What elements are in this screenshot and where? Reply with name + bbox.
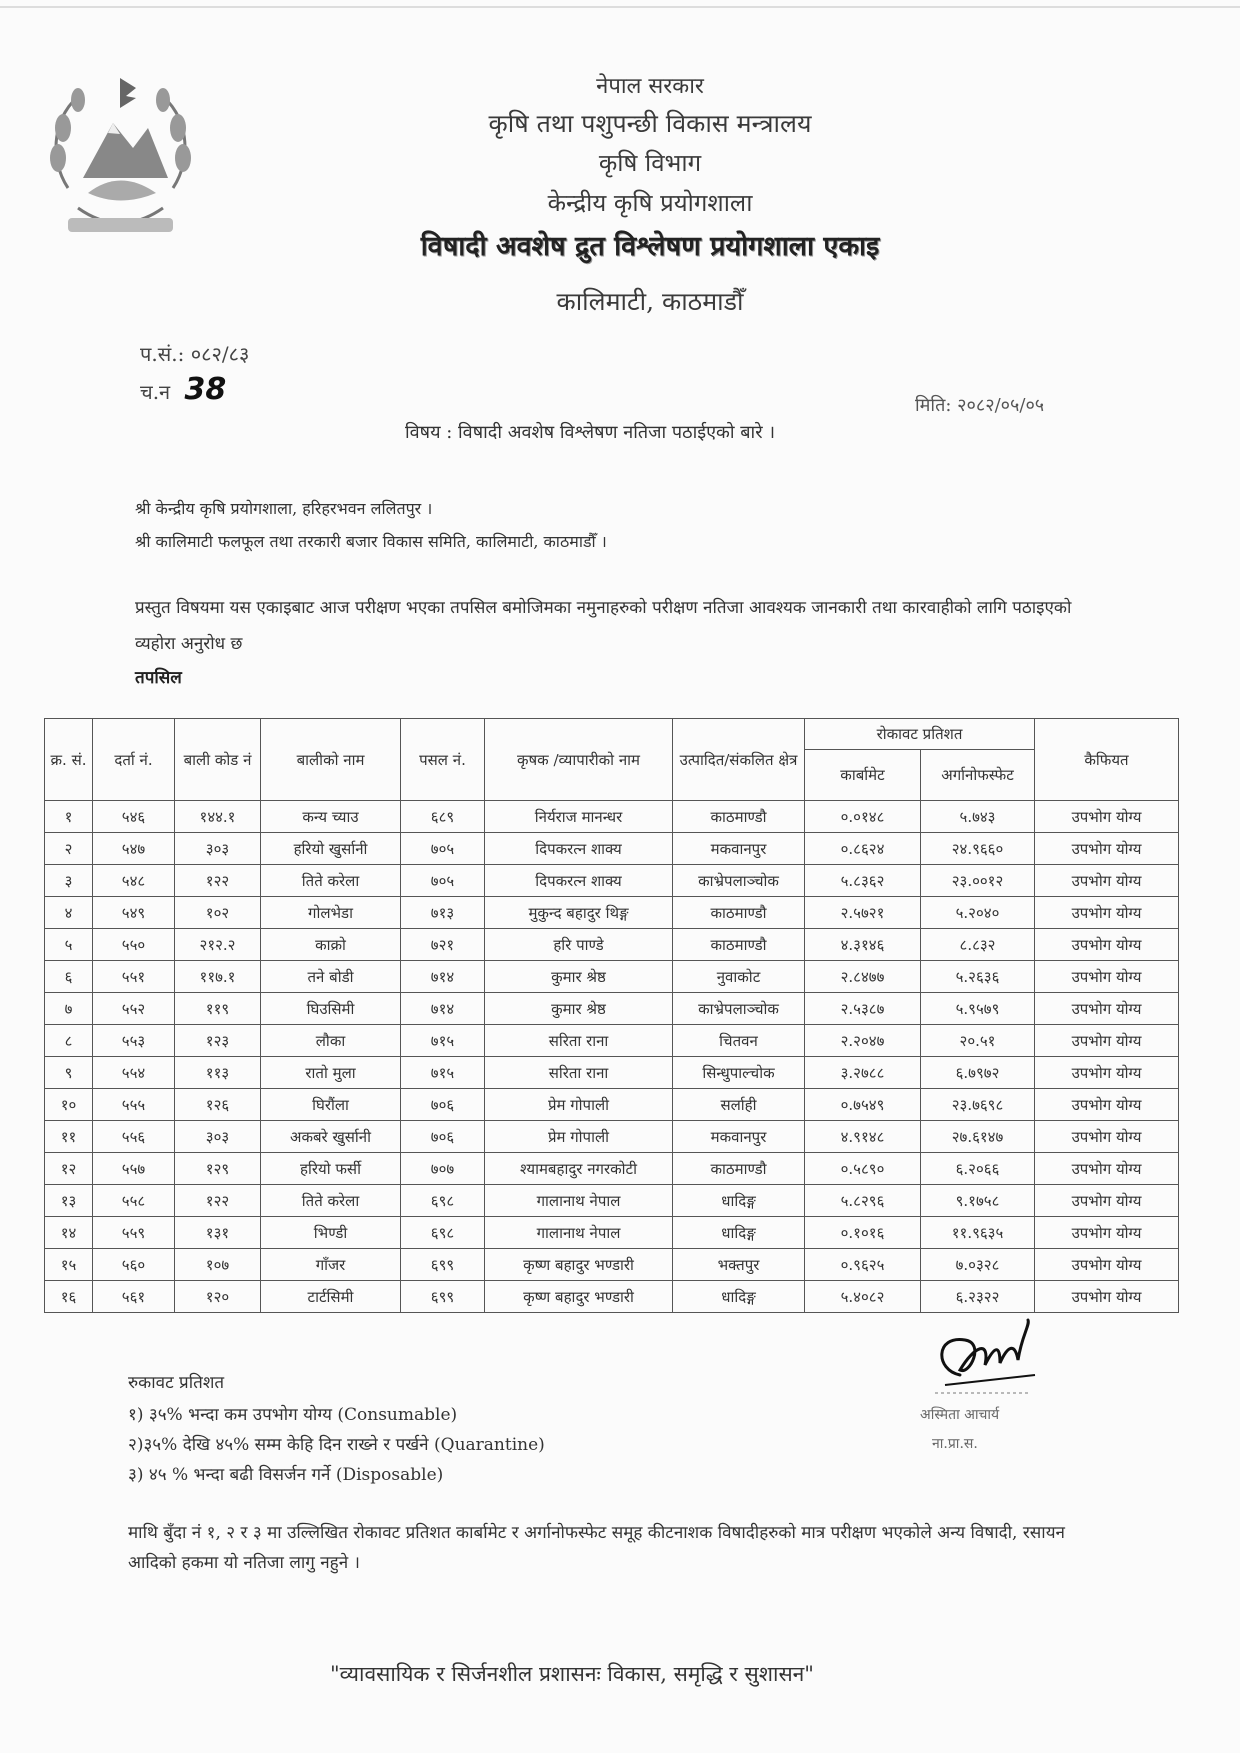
cell-crop-name: रातो मुला bbox=[261, 1057, 401, 1089]
cell-sn: ८ bbox=[45, 1025, 93, 1057]
cell-crop-name: टार्टसिमी bbox=[261, 1281, 401, 1313]
cell-carbamate: ५.८२९६ bbox=[805, 1185, 921, 1217]
cell-registration-no: ५६० bbox=[93, 1249, 175, 1281]
cell-farmer-name: निर्यराज मानन्धर bbox=[485, 801, 673, 833]
cell-carbamate: २.५७२१ bbox=[805, 897, 921, 929]
cell-crop-name: गाँजर bbox=[261, 1249, 401, 1281]
date-value: २०८२/०५/०५ bbox=[957, 395, 1045, 416]
cell-registration-no: ५५६ bbox=[93, 1121, 175, 1153]
header-lab: केन्द्रीय कृषि प्रयोगशाला bbox=[547, 189, 753, 217]
top-edge bbox=[0, 6, 1240, 8]
cell-shop-no: ७०६ bbox=[401, 1089, 485, 1121]
cell-sn: १ bbox=[45, 801, 93, 833]
cell-crop-name: तने बोडी bbox=[261, 961, 401, 993]
table-row bbox=[45, 1121, 1179, 1153]
subject-line: विषय : विषादी अवशेष विश्लेषण नतिजा पठाईएको बारे । bbox=[405, 422, 776, 443]
cell-crop-name: तिते करेला bbox=[261, 865, 401, 897]
cell-remarks: उपभोग योग्य bbox=[1035, 897, 1179, 929]
cell-crop-code: १२९ bbox=[175, 1153, 261, 1185]
cell-farmer-name: कृष्ण बहादुर भण्डारी bbox=[485, 1249, 673, 1281]
table-row bbox=[45, 801, 1179, 833]
signature bbox=[930, 1315, 1040, 1400]
cell-farmer-name: दिपकरत्न शाक्य bbox=[485, 833, 673, 865]
cell-remarks: उपभोग योग्य bbox=[1035, 1217, 1179, 1249]
cell-farmer-name: हरि पाण्डे bbox=[485, 929, 673, 961]
table-row bbox=[45, 1249, 1179, 1281]
cell-crop-code: १४४.१ bbox=[175, 801, 261, 833]
results-table-body bbox=[45, 801, 1179, 1313]
cell-organophosphate: २०.५१ bbox=[921, 1025, 1035, 1057]
cell-organophosphate: ५.९५७९ bbox=[921, 993, 1035, 1025]
legend-title: रुकावट प्रतिशत bbox=[128, 1373, 225, 1393]
cell-origin: मकवानपुर bbox=[673, 833, 805, 865]
cell-shop-no: ७१३ bbox=[401, 897, 485, 929]
cell-registration-no: ५५९ bbox=[93, 1217, 175, 1249]
table-row bbox=[45, 865, 1179, 897]
table-row bbox=[45, 1057, 1179, 1089]
cell-carbamate: ४.९१४८ bbox=[805, 1121, 921, 1153]
cell-shop-no: ६९९ bbox=[401, 1249, 485, 1281]
cell-farmer-name: कुमार श्रेष्ठ bbox=[485, 993, 673, 1025]
cell-crop-name: गोलभेडा bbox=[261, 897, 401, 929]
table-row bbox=[45, 929, 1179, 961]
cell-registration-no: ५५३ bbox=[93, 1025, 175, 1057]
footer-motto: "व्यावसायिक र सिर्जनशील प्रशासनः विकास, समृद्धि र सुशासन" bbox=[330, 1662, 814, 1686]
cell-remarks: उपभोग योग्य bbox=[1035, 1057, 1179, 1089]
cell-origin: सर्लाही bbox=[673, 1089, 805, 1121]
cell-farmer-name: कुमार श्रेष्ठ bbox=[485, 961, 673, 993]
table-row bbox=[45, 1217, 1179, 1249]
dispatch-number bbox=[140, 372, 226, 407]
reference-number bbox=[140, 340, 249, 367]
cell-crop-code: १२६ bbox=[175, 1089, 261, 1121]
cell-origin: काठमाण्डौ bbox=[673, 929, 805, 961]
table-row bbox=[45, 1281, 1179, 1313]
cell-crop-code: ३०३ bbox=[175, 833, 261, 865]
cell-farmer-name: गालानाथ नेपाल bbox=[485, 1185, 673, 1217]
cell-farmer-name: प्रेम गोपाली bbox=[485, 1089, 673, 1121]
cell-registration-no: ५५४ bbox=[93, 1057, 175, 1089]
details-heading: तपसिल bbox=[135, 668, 182, 688]
cell-origin: काभ्रेपलाञ्चोक bbox=[673, 865, 805, 897]
cell-shop-no: ६९८ bbox=[401, 1185, 485, 1217]
body-paragraph: प्रस्तुत विषयमा यस एकाइबाट आज परीक्षण भएका तपसिल बमोजिमका नमुनाहरुको परीक्षण नतिजा आवश्यक जानकारी तथा कारवाहीको लागि पठाइएको व्यहोरा अनुरोध छ bbox=[135, 598, 1072, 654]
cell-organophosphate: २३.००१२ bbox=[921, 865, 1035, 897]
cell-crop-name: काक्रो bbox=[261, 929, 401, 961]
cell-shop-no: ७१५ bbox=[401, 1025, 485, 1057]
cell-organophosphate: ५.७४३ bbox=[921, 801, 1035, 833]
table-row bbox=[45, 1089, 1179, 1121]
cell-organophosphate: २४.९६६० bbox=[921, 833, 1035, 865]
cell-farmer-name: दिपकरत्न शाक्य bbox=[485, 865, 673, 897]
header-sn: क्र. सं. bbox=[45, 719, 93, 801]
cell-sn: ११ bbox=[45, 1121, 93, 1153]
cell-shop-no: ७१४ bbox=[401, 961, 485, 993]
cell-sn: ७ bbox=[45, 993, 93, 1025]
cell-registration-no: ५५१ bbox=[93, 961, 175, 993]
cell-farmer-name: मुकुन्द बहादुर थिङ्ग bbox=[485, 897, 673, 929]
note-paragraph: माथि बुँदा नं १, २ र ३ मा उल्लिखित रोकावट प्रतिशत कार्बामेट र अर्गानोफस्फेट समूह कीटनाशक विषादीहरुको मात्र परीक्षण भएकोले अन्य विषादी, रसायन आदिको हकमा यो नतिजा लागु नहुने । bbox=[128, 1523, 1065, 1573]
cell-sn: ६ bbox=[45, 961, 93, 993]
cell-crop-code: १०७ bbox=[175, 1249, 261, 1281]
header-crop-name: बालीको नाम bbox=[261, 719, 401, 801]
nepal-emblem-icon bbox=[38, 68, 203, 248]
cell-remarks: उपभोग योग्य bbox=[1035, 961, 1179, 993]
header-carbamate: कार्बामेट bbox=[805, 750, 921, 801]
cell-registration-no: ५४७ bbox=[93, 833, 175, 865]
header-origin: उत्पादित/संकलित क्षेत्र bbox=[673, 719, 805, 801]
cell-crop-name: घिउसिमी bbox=[261, 993, 401, 1025]
cell-origin: धादिङ्ग bbox=[673, 1281, 805, 1313]
cell-sn: १४ bbox=[45, 1217, 93, 1249]
cell-shop-no: ७०५ bbox=[401, 865, 485, 897]
letter-date bbox=[915, 393, 1044, 417]
cell-remarks: उपभोग योग्य bbox=[1035, 1249, 1179, 1281]
table-row bbox=[45, 1153, 1179, 1185]
cell-crop-code: ११३ bbox=[175, 1057, 261, 1089]
cell-remarks: उपभोग योग्य bbox=[1035, 1281, 1179, 1313]
cell-sn: १३ bbox=[45, 1185, 93, 1217]
cell-origin: काभ्रेपलाञ्चोक bbox=[673, 993, 805, 1025]
table-row bbox=[45, 993, 1179, 1025]
header-government: नेपाल सरकार bbox=[596, 74, 704, 99]
header-department: कृषि विभाग bbox=[598, 149, 702, 177]
cell-carbamate: ०.७५४९ bbox=[805, 1089, 921, 1121]
cell-remarks: उपभोग योग्य bbox=[1035, 1185, 1179, 1217]
cell-origin: काठमाण्डौ bbox=[673, 897, 805, 929]
header-registration: दर्ता नं. bbox=[93, 719, 175, 801]
cell-carbamate: २.५३८७ bbox=[805, 993, 921, 1025]
cell-crop-name: कन्य च्याउ bbox=[261, 801, 401, 833]
cell-origin: काठमाण्डौ bbox=[673, 1153, 805, 1185]
cell-shop-no: ७०७ bbox=[401, 1153, 485, 1185]
cell-registration-no: ५४८ bbox=[93, 865, 175, 897]
cell-crop-name: घिरौंला bbox=[261, 1089, 401, 1121]
cell-registration-no: ५५५ bbox=[93, 1089, 175, 1121]
cell-organophosphate: २७.६१४७ bbox=[921, 1121, 1035, 1153]
header-remarks: कैफियत bbox=[1035, 719, 1179, 801]
cell-remarks: उपभोग योग्य bbox=[1035, 833, 1179, 865]
signer-name: अस्मिता आचार्य bbox=[920, 1407, 1000, 1423]
cell-shop-no: ७०५ bbox=[401, 833, 485, 865]
cell-shop-no: ६८९ bbox=[401, 801, 485, 833]
legend-item-consumable: १) ३५% भन्दा कम उपभोग योग्य (Consumable) bbox=[128, 1405, 458, 1425]
cell-carbamate: ०.९६२५ bbox=[805, 1249, 921, 1281]
header-organophosphate: अर्गानोफस्फेट bbox=[921, 750, 1035, 801]
cell-registration-no: ५५० bbox=[93, 929, 175, 961]
cell-organophosphate: ७.०३२८ bbox=[921, 1249, 1035, 1281]
legend-item-quarantine: २)३५% देखि ४५% सम्म केहि दिन राख्ने र पर्खने (Quarantine) bbox=[128, 1435, 545, 1455]
cell-remarks: उपभोग योग्य bbox=[1035, 1121, 1179, 1153]
cell-carbamate: २.२०४७ bbox=[805, 1025, 921, 1057]
cell-shop-no: ७०६ bbox=[401, 1121, 485, 1153]
cell-registration-no: ५५८ bbox=[93, 1185, 175, 1217]
cell-registration-no: ५५७ bbox=[93, 1153, 175, 1185]
cell-carbamate: ५.४०८२ bbox=[805, 1281, 921, 1313]
cell-shop-no: ७१५ bbox=[401, 1057, 485, 1089]
cell-carbamate: ०.०१४८ bbox=[805, 801, 921, 833]
cell-carbamate: ०.५८९० bbox=[805, 1153, 921, 1185]
cell-shop-no: ६९९ bbox=[401, 1281, 485, 1313]
cell-organophosphate: ५.२०४० bbox=[921, 897, 1035, 929]
cell-origin: भक्तपुर bbox=[673, 1249, 805, 1281]
cell-crop-code: १२२ bbox=[175, 865, 261, 897]
cell-registration-no: ५४६ bbox=[93, 801, 175, 833]
cell-crop-name: भिण्डी bbox=[261, 1217, 401, 1249]
cell-remarks: उपभोग योग्य bbox=[1035, 993, 1179, 1025]
header-shop-no: पसल नं. bbox=[401, 719, 485, 801]
cell-origin: मकवानपुर bbox=[673, 1121, 805, 1153]
cell-shop-no: ७१४ bbox=[401, 993, 485, 1025]
cell-crop-code: ११९ bbox=[175, 993, 261, 1025]
cell-sn: १२ bbox=[45, 1153, 93, 1185]
cell-organophosphate: ९.१७५८ bbox=[921, 1185, 1035, 1217]
cell-sn: ५ bbox=[45, 929, 93, 961]
cell-crop-name: लौका bbox=[261, 1025, 401, 1057]
cell-origin: चितवन bbox=[673, 1025, 805, 1057]
addressee-2: श्री कालिमाटी फलफूल तथा तरकारी बजार विकास समिति, कालिमाटी, काठमाडौँ । bbox=[135, 532, 607, 551]
chn-label: च.न bbox=[140, 380, 171, 404]
cell-organophosphate: २३.७६९८ bbox=[921, 1089, 1035, 1121]
cell-shop-no: ७२१ bbox=[401, 929, 485, 961]
cell-organophosphate: ५.२६३६ bbox=[921, 961, 1035, 993]
table-row bbox=[45, 1185, 1179, 1217]
cell-remarks: उपभोग योग्य bbox=[1035, 929, 1179, 961]
cell-farmer-name: सरिता राना bbox=[485, 1057, 673, 1089]
legend-item-disposable: ३) ४५ % भन्दा बढी विसर्जन गर्ने (Disposable) bbox=[128, 1465, 444, 1485]
header-location: कालिमाटी, काठमाडौँ bbox=[556, 287, 744, 316]
cell-carbamate: ५.८३६२ bbox=[805, 865, 921, 897]
addressee-1: श्री केन्द्रीय कृषि प्रयोगशाला, हरिहरभवन ललितपुर । bbox=[135, 499, 433, 518]
cell-carbamate: ३.२७८८ bbox=[805, 1057, 921, 1089]
header-inhibition: रोकावट प्रतिशत bbox=[805, 719, 1035, 750]
header-ministry: कृषि तथा पशुपन्छी विकास मन्त्रालय bbox=[488, 109, 812, 138]
cell-origin: धादिङ्ग bbox=[673, 1185, 805, 1217]
chn-value: 38 bbox=[184, 372, 227, 407]
cell-crop-code: ३०३ bbox=[175, 1121, 261, 1153]
cell-crop-code: १२२ bbox=[175, 1185, 261, 1217]
cell-remarks: उपभोग योग्य bbox=[1035, 1025, 1179, 1057]
cell-crop-name: हरियो फर्सी bbox=[261, 1153, 401, 1185]
cell-farmer-name: गालानाथ नेपाल bbox=[485, 1217, 673, 1249]
cell-farmer-name: श्यामबहादुर नगरकोटी bbox=[485, 1153, 673, 1185]
cell-sn: १५ bbox=[45, 1249, 93, 1281]
cell-registration-no: ५५२ bbox=[93, 993, 175, 1025]
cell-crop-code: १२० bbox=[175, 1281, 261, 1313]
cell-registration-no: ५४९ bbox=[93, 897, 175, 929]
cell-origin: धादिङ्ग bbox=[673, 1217, 805, 1249]
cell-shop-no: ६९८ bbox=[401, 1217, 485, 1249]
cell-farmer-name: सरिता राना bbox=[485, 1025, 673, 1057]
cell-crop-name: तिते करेला bbox=[261, 1185, 401, 1217]
header-unit: विषादी अवशेष द्रुत विश्लेषण प्रयोगशाला एकाइ bbox=[420, 231, 880, 262]
results-table bbox=[44, 718, 1179, 1313]
cell-organophosphate: ६.२३२२ bbox=[921, 1281, 1035, 1313]
cell-organophosphate: ११.९६३५ bbox=[921, 1217, 1035, 1249]
cell-farmer-name: कृष्ण बहादुर भण्डारी bbox=[485, 1281, 673, 1313]
cell-origin: सिन्धुपाल्चोक bbox=[673, 1057, 805, 1089]
cell-organophosphate: ६.७९७२ bbox=[921, 1057, 1035, 1089]
table-row bbox=[45, 897, 1179, 929]
cell-farmer-name: प्रेम गोपाली bbox=[485, 1121, 673, 1153]
cell-crop-code: १०२ bbox=[175, 897, 261, 929]
header-crop-code: बाली कोड नं bbox=[175, 719, 261, 801]
cell-origin: नुवाकोट bbox=[673, 961, 805, 993]
cell-remarks: उपभोग योग्य bbox=[1035, 1153, 1179, 1185]
ps-label: प.सं.: bbox=[140, 342, 185, 366]
cell-remarks: उपभोग योग्य bbox=[1035, 1089, 1179, 1121]
cell-sn: ९ bbox=[45, 1057, 93, 1089]
cell-carbamate: ४.३१४६ bbox=[805, 929, 921, 961]
table-row bbox=[45, 833, 1179, 865]
signer-title: ना.प्रा.स. bbox=[932, 1436, 978, 1452]
cell-crop-name: हरियो खुर्सानी bbox=[261, 833, 401, 865]
cell-remarks: उपभोग योग्य bbox=[1035, 801, 1179, 833]
cell-sn: १० bbox=[45, 1089, 93, 1121]
cell-sn: ३ bbox=[45, 865, 93, 897]
cell-crop-code: ११७.१ bbox=[175, 961, 261, 993]
cell-sn: २ bbox=[45, 833, 93, 865]
table-row bbox=[45, 961, 1179, 993]
cell-carbamate: ०.१०१६ bbox=[805, 1217, 921, 1249]
header-farmer: कृषक /व्यापारीको नाम bbox=[485, 719, 673, 801]
cell-registration-no: ५६१ bbox=[93, 1281, 175, 1313]
cell-sn: ४ bbox=[45, 897, 93, 929]
ps-value: ०८२/८३ bbox=[190, 342, 250, 366]
cell-origin: काठमाण्डौ bbox=[673, 801, 805, 833]
cell-carbamate: २.८४७७ bbox=[805, 961, 921, 993]
table-row bbox=[45, 1025, 1179, 1057]
cell-organophosphate: ८.८३२ bbox=[921, 929, 1035, 961]
cell-organophosphate: ६.२०६६ bbox=[921, 1153, 1035, 1185]
cell-sn: १६ bbox=[45, 1281, 93, 1313]
cell-crop-code: १२३ bbox=[175, 1025, 261, 1057]
cell-crop-code: १३१ bbox=[175, 1217, 261, 1249]
cell-carbamate: ०.८६२४ bbox=[805, 833, 921, 865]
cell-crop-name: अकबरे खुर्सानी bbox=[261, 1121, 401, 1153]
cell-crop-code: २१२.२ bbox=[175, 929, 261, 961]
cell-remarks: उपभोग योग्य bbox=[1035, 865, 1179, 897]
date-label: मिति: bbox=[915, 395, 952, 416]
